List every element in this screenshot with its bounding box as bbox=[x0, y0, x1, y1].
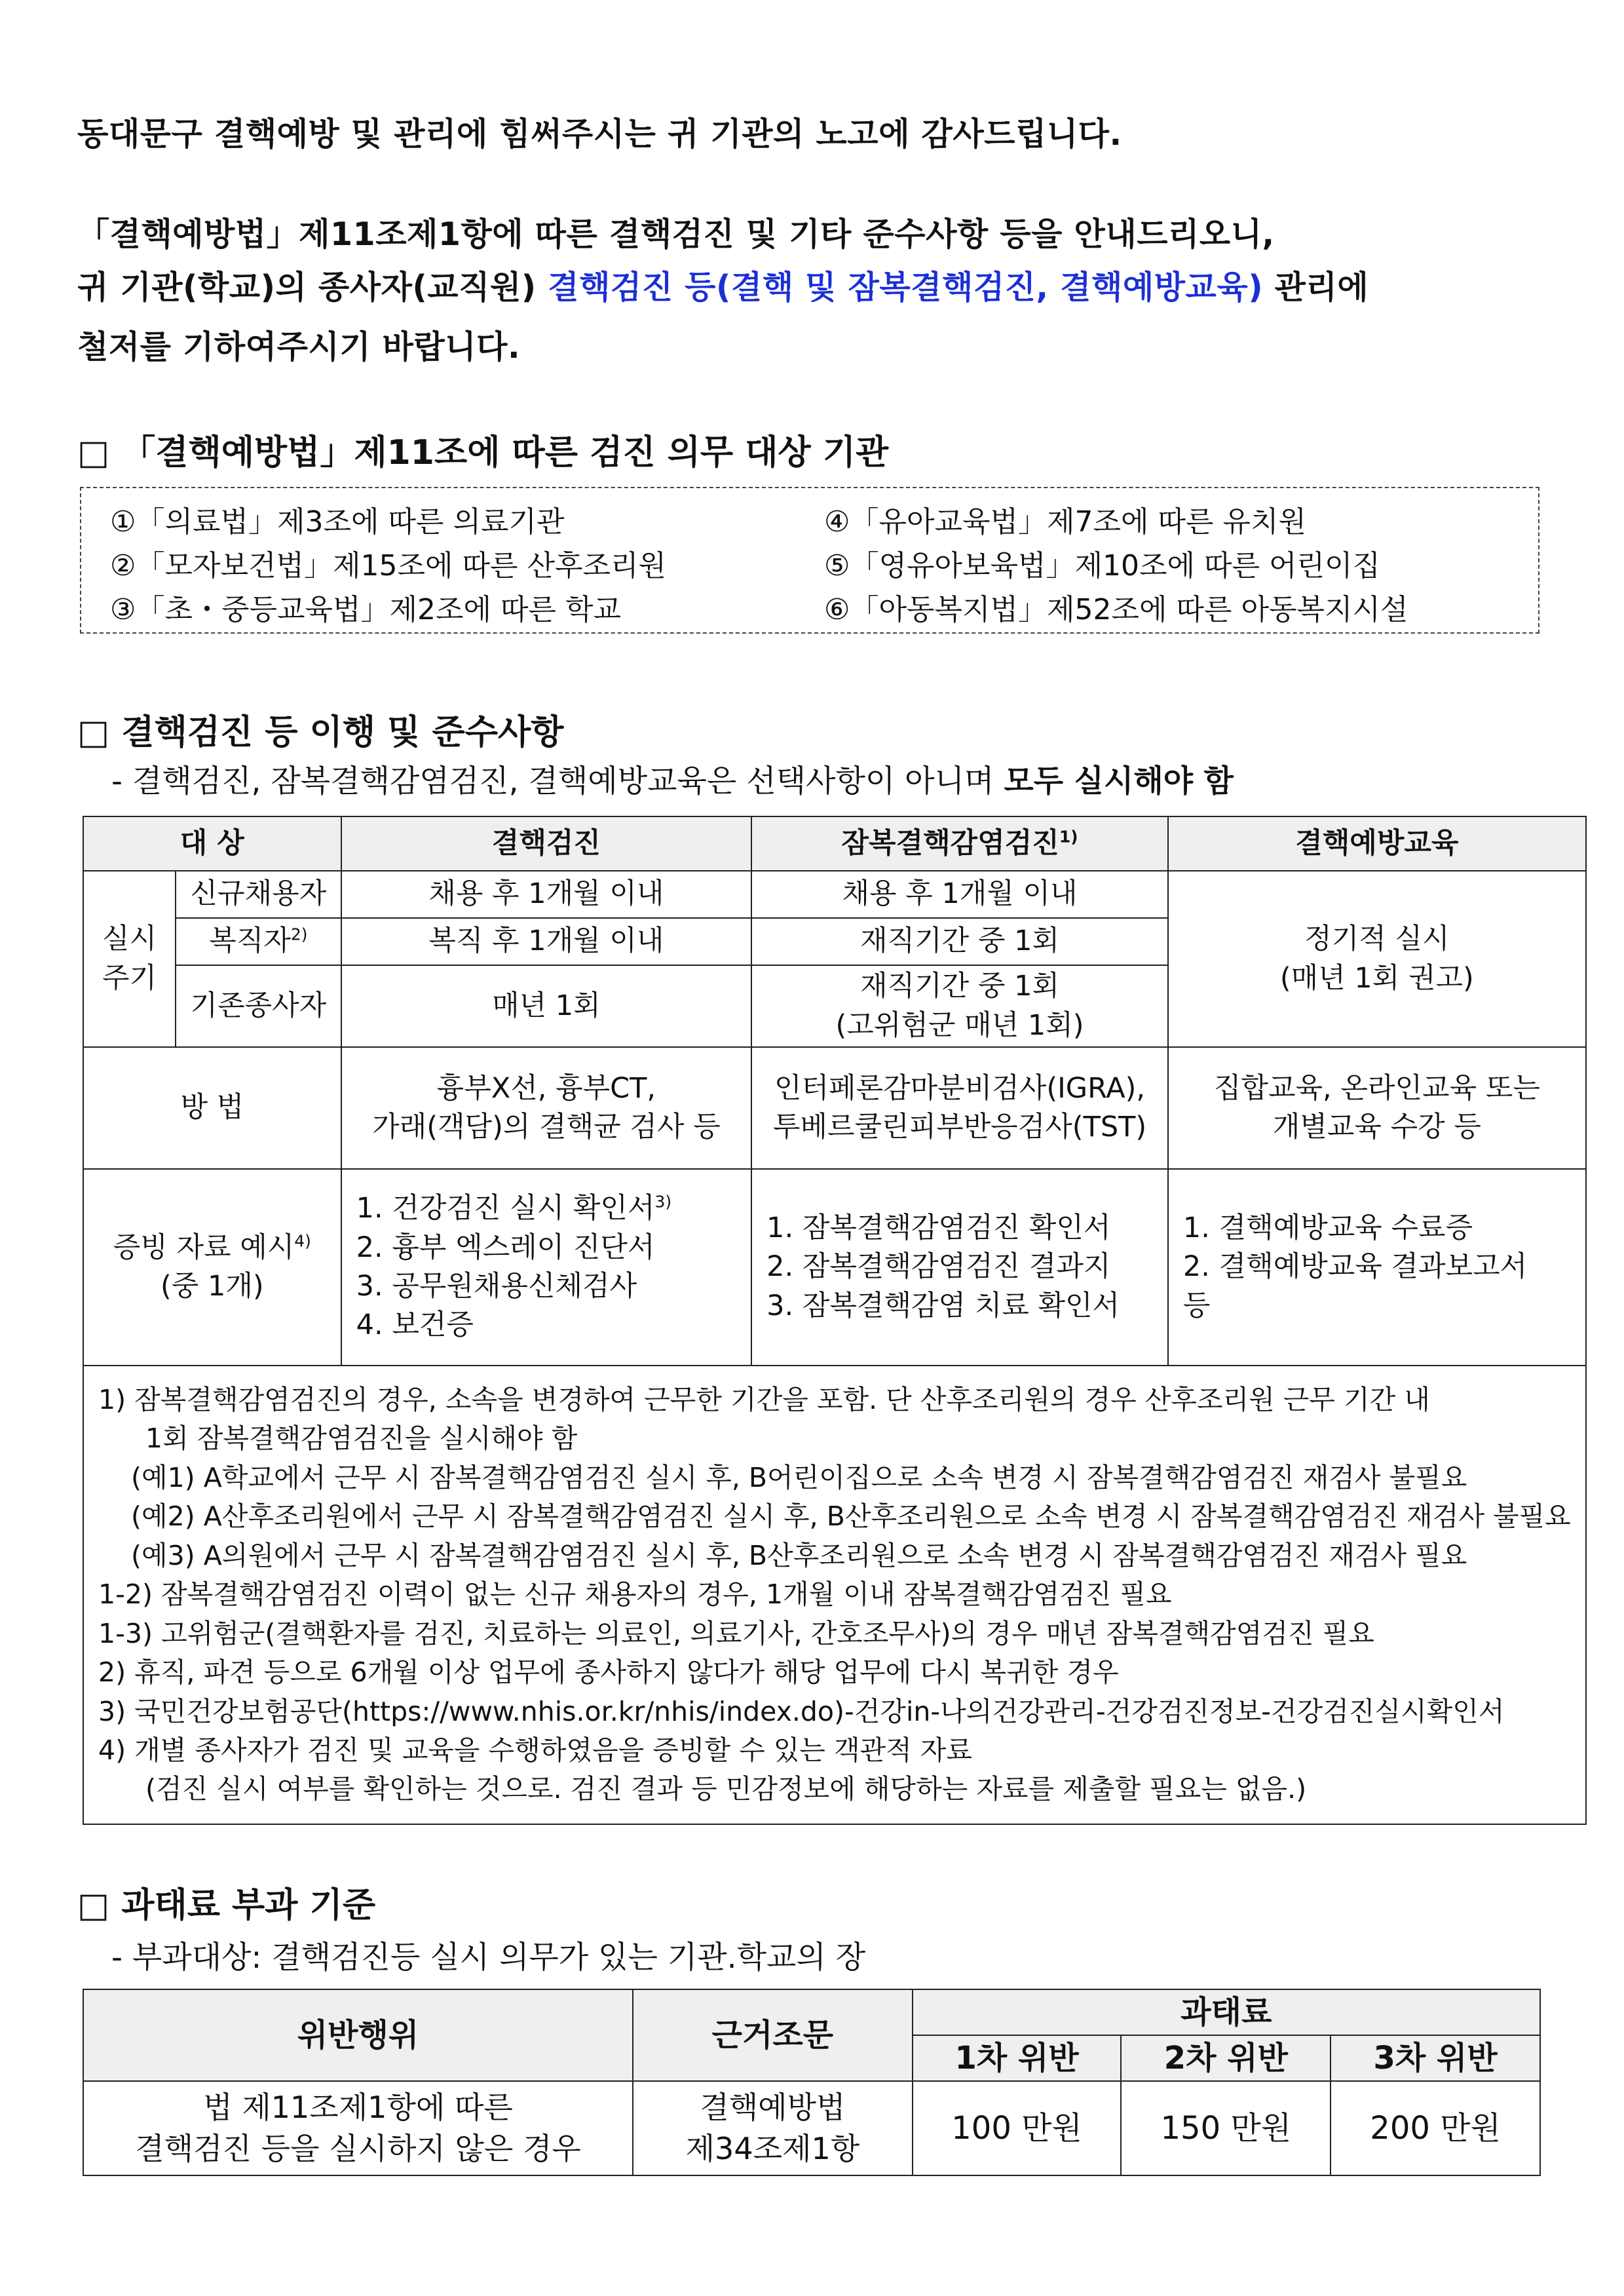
header-basis: 근거조문 bbox=[633, 1989, 913, 2081]
latent-proof-item: 3. 잠복결핵감염 치료 확인서 bbox=[766, 1289, 1120, 1322]
proof-label-line-1 bbox=[90, 1229, 334, 1267]
header-latent-label: 잠복결핵감염검진 bbox=[841, 826, 1059, 860]
header-violation: 위반행위 bbox=[83, 1989, 633, 2081]
footnote-example: (예3) A의원에서 근무 시 잠복결핵감염검진 실시 후, B산후조리원으로 소속 변경 시 잠복결핵감염검진 재검사 필요 bbox=[131, 1539, 1467, 1571]
footnote: 1) 잠복결핵감염검진의 경우, 소속을 변경하여 근무한 기간을 포함. 단 산후조리원의 경우 산후조리원 근무 기간 내 bbox=[98, 1384, 1430, 1415]
fine-2nd: 150 만원 bbox=[1121, 2081, 1331, 2175]
latent-method-line-1: 인터페론감마분비검사(IGRA), bbox=[774, 1071, 1146, 1105]
footnote-example: (예2) A산후조리원에서 근무 시 잠복결핵감염검진 실시 후, B산후조리원으로 소속 변경 시 잠복결핵감염검진 재검사 불필요 bbox=[131, 1501, 1571, 1533]
footnote: 2) 휴직, 파견 등으로 6개월 이상 업무에 종사하지 않다가 해당 업무에 다시 복귀한 경우 bbox=[98, 1656, 1119, 1689]
latent-method-line-2: 투베르쿨린피부반응검사(TST) bbox=[772, 1111, 1147, 1143]
section3-title: □ 과태료 부과 기준 bbox=[77, 1886, 376, 1925]
section2-subtitle bbox=[111, 757, 1234, 801]
edu-method-line-1: 집합교육, 온라인교육 또는 bbox=[1213, 1071, 1540, 1105]
header-1st-violation: 1차 위반 bbox=[913, 2035, 1122, 2081]
latent-existing bbox=[751, 965, 1168, 1047]
latent-proof-item: 1. 잠복결핵감염검진 확인서 bbox=[766, 1212, 1111, 1244]
fine-1st: 100 만원 bbox=[913, 2081, 1122, 2175]
fine-3rd: 200 만원 bbox=[1331, 2081, 1540, 2175]
proof-label-text: 증빙 자료 예시 bbox=[113, 1231, 295, 1264]
footnote: 1-2) 잠복결핵감염검진 이력이 없는 신규 채용자의 경우, 1개월 이내 잠복결핵감염검진 필요 bbox=[98, 1578, 1172, 1611]
tb-method bbox=[341, 1047, 752, 1169]
header-tb-exam: 결핵검진 bbox=[341, 816, 752, 871]
section3-subtitle: - 부과대상: 결핵검진등 실시 의무가 있는 기관.학교의 장 bbox=[111, 1940, 866, 1976]
latent-existing-line-2: (고위험군 매년 1회) bbox=[835, 1008, 1084, 1042]
row-new-hire: 신규채용자 bbox=[176, 871, 341, 918]
institution-item: ④「유아교육법」제7조에 따른 유치원 bbox=[824, 505, 1306, 539]
footnote: (검진 실시 여부를 확인하는 것으로. 검진 결과 등 민감정보에 해당하는 자료를 제출할 필요는 없음.) bbox=[145, 1773, 1307, 1805]
edu-proof-item: 2. 결핵예방교육 결과보고서 bbox=[1182, 1250, 1528, 1284]
latent-existing-line-1: 재직기간 중 1회 bbox=[860, 970, 1059, 1003]
tb-proof-text: 1. 건강검진 실시 확인서 bbox=[356, 1192, 655, 1225]
tb-proof bbox=[341, 1169, 752, 1366]
footnote: 3) 국민건강보험공단(https://www.nhis.or.kr/nhis/index.do)-건강in-나의건강관리-건강검진정보-건강검진실시확인서 bbox=[98, 1695, 1505, 1727]
header-3rd-violation: 3차 위반 bbox=[1331, 2035, 1540, 2081]
row-existing: 기존종사자 bbox=[176, 965, 341, 1047]
fine-table bbox=[83, 1989, 1541, 2176]
institution-item: ③「초・중등교육법」제2조에 따른 학교 bbox=[110, 593, 621, 626]
tb-existing: 매년 1회 bbox=[341, 965, 752, 1047]
section2-subtitle-a: - 결핵검진, 잠복결핵감염검진, 결핵예방교육은 선택사항이 아니며 bbox=[111, 763, 1004, 799]
edu-cycle-line-2: (매년 1회 권고) bbox=[1279, 961, 1474, 995]
basis-line-2: 제34조제1항 bbox=[685, 2131, 860, 2166]
tb-returning: 복직 후 1개월 이내 bbox=[341, 918, 752, 965]
tb-proof-item: 2. 흉부 엑스레이 진단서 bbox=[356, 1231, 655, 1264]
footnote-ref: 4) bbox=[294, 1231, 311, 1251]
footnote-ref: 3) bbox=[654, 1193, 672, 1212]
method-label: 방 법 bbox=[83, 1047, 341, 1169]
footnotes bbox=[83, 1366, 1586, 1824]
intro-line-4: 철저를 기하여주시기 바랍니다. bbox=[77, 328, 521, 366]
edu-cycle bbox=[1168, 871, 1586, 1047]
intro-line-2: 「결핵예방법」제11조제1항에 따른 결핵검진 및 기타 준수사항 등을 안내드리오니, bbox=[77, 216, 1275, 253]
row-returning bbox=[176, 918, 341, 965]
tb-proof-item: 4. 보건증 bbox=[356, 1309, 474, 1342]
institution-item: ①「의료법」제3조에 따른 의료기관 bbox=[110, 505, 565, 539]
latent-proof bbox=[751, 1169, 1168, 1366]
tb-new-hire: 채용 후 1개월 이내 bbox=[341, 871, 752, 918]
latent-returning: 재직기간 중 1회 bbox=[751, 918, 1168, 965]
header-fine: 과태료 bbox=[913, 1989, 1540, 2035]
tb-method-line-2: 가래(객담)의 결핵균 검사 등 bbox=[372, 1111, 721, 1143]
institution-item: ⑤「영유아보육법」제10조에 따른 어린이집 bbox=[824, 549, 1380, 583]
violation-desc bbox=[83, 2081, 633, 2175]
section1-title: □ 「결핵예방법」제11조에 따른 검진 의무 대상 기관 bbox=[77, 433, 889, 472]
institution-item: ②「모자보건법」제15조에 따른 산후조리원 bbox=[110, 549, 666, 583]
latent-proof-item: 2. 잠복결핵감염검진 결과지 bbox=[766, 1250, 1111, 1284]
edu-proof-item: 1. 결핵예방교육 수료증 bbox=[1182, 1212, 1473, 1244]
footnote-example: (예1) A학교에서 근무 시 잠복결핵감염검진 실시 후, B어린이집으로 소속 변경 시 잠복결핵감염검진 재검사 불필요 bbox=[131, 1461, 1467, 1493]
intro-line-3-c: 관리에 bbox=[1263, 269, 1369, 306]
tb-compliance-table bbox=[83, 816, 1587, 1825]
footnote: 1-3) 고위험군(결핵환자를 검진, 치료하는 의료인, 의료기사, 간호조무사)의 경우 매년 잠복결핵감염검진 필요 bbox=[98, 1617, 1374, 1649]
edu-method bbox=[1168, 1047, 1586, 1169]
row-returning-label: 복직자 bbox=[209, 925, 291, 958]
header-prevention-edu: 결핵예방교육 bbox=[1168, 816, 1586, 871]
footnote-ref: 1) bbox=[1059, 827, 1078, 847]
footnote: 4) 개별 종사자가 검진 및 교육을 수행하였음을 증빙할 수 있는 객관적 자료 bbox=[98, 1734, 973, 1766]
basis-line-1: 결핵예방법 bbox=[700, 2089, 846, 2125]
institution-item: ⑥「아동복지법」제52조에 따른 아동복지시설 bbox=[824, 593, 1408, 626]
violation-line-1: 법 제11조제1항에 따른 bbox=[203, 2089, 513, 2125]
footnote-ref: 2) bbox=[290, 925, 308, 944]
edu-proof bbox=[1168, 1169, 1586, 1366]
basis-clause bbox=[633, 2081, 913, 2175]
intro-line-3-a: 귀 기관(학교)의 종사자(교직원) bbox=[77, 269, 548, 306]
cycle-label: 실시 주기 bbox=[83, 871, 176, 1047]
tb-method-line-1: 흉부X선, 흉부CT, bbox=[436, 1071, 656, 1105]
proof-label bbox=[83, 1169, 341, 1366]
intro-line-3-highlight: 결핵검진 등(결핵 및 잠복결핵검진, 결핵예방교육) bbox=[548, 269, 1264, 306]
section2-subtitle-emphasis: 모두 실시해야 함 bbox=[1004, 763, 1234, 799]
intro-line-1: 동대문구 결핵예방 및 관리에 힘써주시는 귀 기관의 노고에 감사드립니다. bbox=[77, 115, 1122, 153]
header-target: 대 상 bbox=[83, 816, 341, 871]
latent-method bbox=[751, 1047, 1168, 1169]
edu-method-line-2: 개별교육 수강 등 bbox=[1272, 1111, 1481, 1143]
header-latent-exam bbox=[751, 816, 1168, 871]
latent-new-hire: 채용 후 1개월 이내 bbox=[751, 871, 1168, 918]
tb-proof-item bbox=[356, 1189, 745, 1228]
tb-proof-item: 3. 공무원채용신체검사 bbox=[356, 1270, 637, 1303]
violation-line-2: 결핵검진 등을 실시하지 않은 경우 bbox=[135, 2131, 581, 2166]
proof-label-line-2: (중 1개) bbox=[160, 1270, 264, 1303]
footnote: 1회 잠복결핵감염검진을 실시해야 함 bbox=[145, 1423, 578, 1455]
header-2nd-violation: 2차 위반 bbox=[1121, 2035, 1331, 2081]
edu-proof-item: 등 bbox=[1182, 1289, 1211, 1322]
edu-cycle-line-1: 정기적 실시 bbox=[1304, 923, 1450, 956]
intro-line-3 bbox=[77, 269, 1369, 306]
section2-title: □ 결핵검진 등 이행 및 준수사항 bbox=[77, 713, 564, 752]
